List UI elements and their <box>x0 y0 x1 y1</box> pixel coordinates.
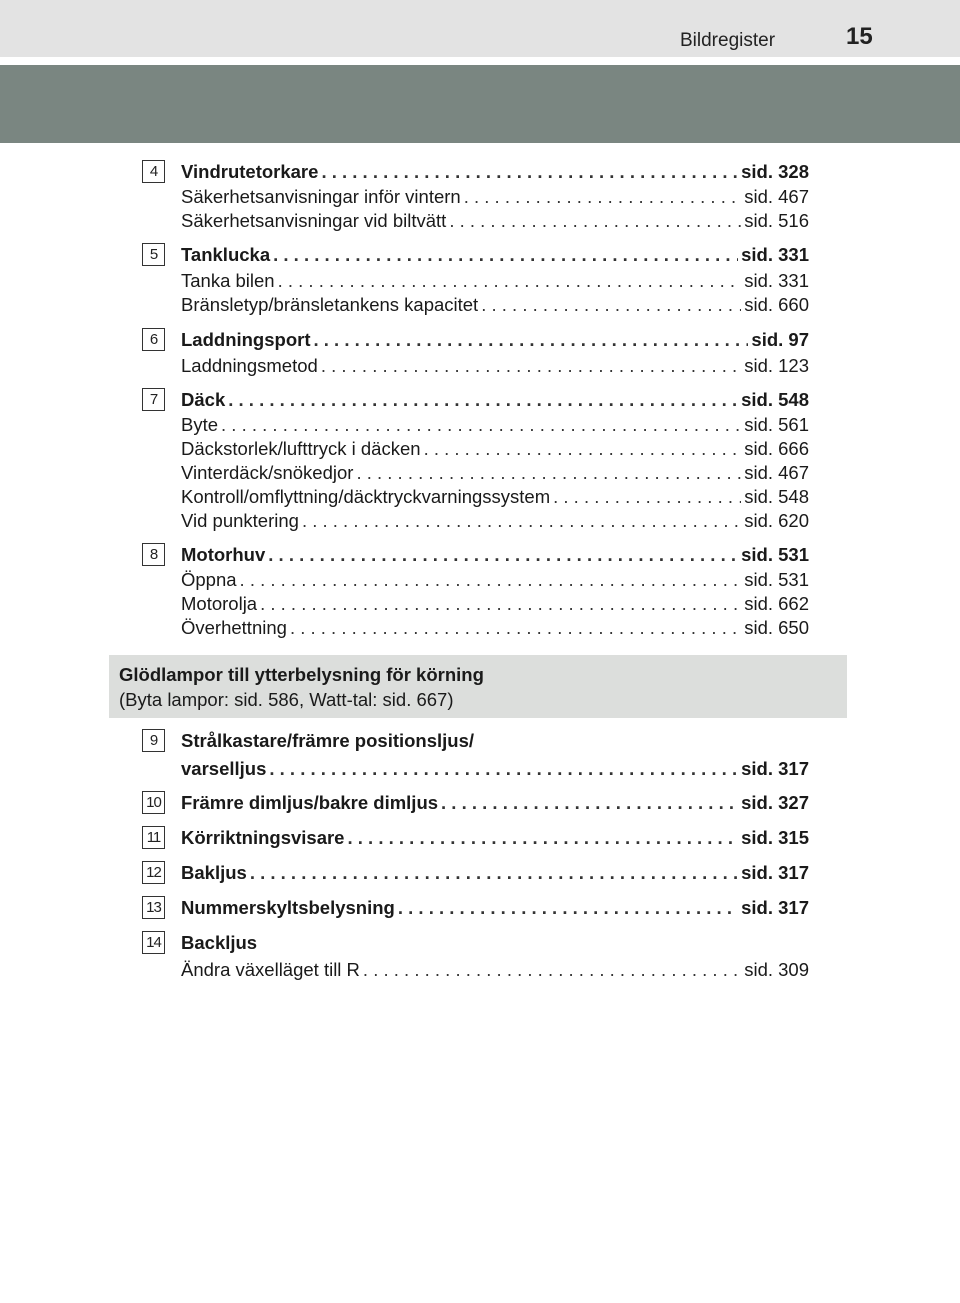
sub-entry-row <box>181 355 809 379</box>
page-reference: sid. 531 <box>741 544 809 565</box>
dot-leader <box>273 244 738 266</box>
dot-leader <box>269 758 738 780</box>
page-reference: sid. 317 <box>741 862 809 883</box>
entry-title: Laddningsmetod <box>181 355 318 376</box>
entry-title: Säkerhetsanvisningar inför vintern <box>181 186 461 207</box>
sub-entry-row <box>181 959 809 983</box>
entry-title: Laddningsport <box>181 329 311 350</box>
entry-title: Överhettning <box>181 617 287 638</box>
entry-title: Vindrutetorkare <box>181 161 319 182</box>
dot-leader <box>321 355 741 377</box>
page-reference: sid. 317 <box>741 897 809 918</box>
sub-entry-row <box>181 569 809 593</box>
page-reference: sid. 467 <box>744 462 809 483</box>
entry-title: Körriktningsvisare <box>181 827 345 848</box>
entry-title: Öppna <box>181 569 237 590</box>
dot-leader <box>278 270 742 292</box>
callout-number: 10 <box>142 791 165 814</box>
sub-entry-row <box>181 486 809 510</box>
entry-title: Främre dimljus/bakre dimljus <box>181 792 439 813</box>
main-entry-row <box>181 758 809 782</box>
callout-number: 8 <box>142 543 165 566</box>
dot-leader <box>553 486 741 508</box>
callout-number: 11 <box>142 826 165 849</box>
dot-leader <box>398 897 738 919</box>
page-reference: sid. 331 <box>744 270 809 291</box>
dot-leader <box>424 438 742 460</box>
callout-number: 4 <box>142 160 165 183</box>
sub-entry-row <box>181 414 809 438</box>
entry-title: varselljus <box>181 758 267 779</box>
dot-leader <box>260 593 741 615</box>
page-reference: sid. 548 <box>744 486 809 507</box>
entry-heading-line: Strålkastare/främre positionsljus/ <box>181 730 475 751</box>
callout-number: 7 <box>142 388 165 411</box>
page-reference: sid. 309 <box>744 959 809 980</box>
entry-title: Byte <box>181 414 219 435</box>
main-entry-row <box>181 827 809 851</box>
dot-leader <box>240 569 742 591</box>
lamp-section-heading: Glödlampor till ytterbelysning för körning <box>119 664 484 685</box>
page-reference: sid. 650 <box>744 617 809 638</box>
page-reference: sid. 666 <box>744 438 809 459</box>
page-reference: sid. 327 <box>741 792 809 813</box>
callout-number: 12 <box>142 861 165 884</box>
sub-entry-row <box>181 617 809 641</box>
sub-entry-row <box>181 438 809 462</box>
entry-title: Bakljus <box>181 862 247 883</box>
sub-entry-row <box>181 294 809 318</box>
entry-title: Vid punktering <box>181 510 299 531</box>
dot-leader <box>313 329 748 351</box>
sub-entry-row <box>181 210 809 234</box>
main-entry-row <box>181 544 809 568</box>
entry-title: Motorolja <box>181 593 258 614</box>
entry-title: Däckstorlek/lufttryck i däcken <box>181 438 421 459</box>
dot-leader <box>228 389 738 411</box>
page-reference: sid. 317 <box>741 758 809 779</box>
dot-leader <box>449 210 741 232</box>
page-reference: sid. 97 <box>751 329 809 350</box>
entry-title: Bränsletyp/bränsletankens kapacitet <box>181 294 479 315</box>
dot-leader <box>321 161 738 183</box>
main-entry-row <box>181 389 809 413</box>
lamp-section-box <box>109 655 847 718</box>
main-entry-row <box>181 329 809 353</box>
page-reference: sid. 548 <box>741 389 809 410</box>
dot-leader <box>347 827 738 849</box>
dot-leader <box>221 414 741 436</box>
dot-leader <box>441 792 738 814</box>
sub-entry-row <box>181 186 809 210</box>
main-entry-row <box>181 792 809 816</box>
entry-title: Ändra växelläget till R <box>181 959 360 980</box>
entry-title: Nummerskyltsbelysning <box>181 897 395 918</box>
page-reference: sid. 620 <box>744 510 809 531</box>
entry-title: Säkerhetsanvisningar vid biltvätt <box>181 210 447 231</box>
page-reference: sid. 516 <box>744 210 809 231</box>
page-reference: sid. 123 <box>744 355 809 376</box>
page-reference: sid. 531 <box>744 569 809 590</box>
page-number: 15 <box>846 23 873 50</box>
entry-title: Kontroll/omflyttning/däcktryckvarningssystem <box>181 486 551 507</box>
page-reference: sid. 662 <box>744 593 809 614</box>
main-entry-row <box>181 244 809 268</box>
dot-leader <box>356 462 741 484</box>
sub-entry-row <box>181 510 809 534</box>
entry-title: Vinterdäck/snökedjor <box>181 462 354 483</box>
main-entry-row <box>181 161 809 185</box>
entry-title: Motorhuv <box>181 544 266 565</box>
callout-number: 13 <box>142 896 165 919</box>
callout-number: 9 <box>142 729 165 752</box>
lamp-section-subtitle: (Byta lampor: sid. 586, Watt-tal: sid. 667) <box>119 689 454 710</box>
callout-number: 6 <box>142 328 165 351</box>
page-reference: sid. 561 <box>744 414 809 435</box>
dot-leader <box>290 617 741 639</box>
image-placeholder-band <box>0 65 960 143</box>
main-entry-row <box>181 862 809 886</box>
page-reference: sid. 328 <box>741 161 809 182</box>
dot-leader <box>481 294 741 316</box>
page-reference: sid. 315 <box>741 827 809 848</box>
entry-title: Tanklucka <box>181 244 271 265</box>
callout-number: 14 <box>142 931 165 954</box>
entry-title: Tanka bilen <box>181 270 275 291</box>
page-header <box>0 0 960 57</box>
section-title: Bildregister <box>680 30 776 51</box>
dot-leader <box>268 544 738 566</box>
main-entry-row <box>181 897 809 921</box>
sub-entry-row <box>181 462 809 486</box>
dot-leader <box>363 959 741 981</box>
entry-title: Däck <box>181 389 226 410</box>
sub-entry-row <box>181 270 809 294</box>
dot-leader <box>250 862 738 884</box>
dot-leader <box>464 186 741 208</box>
page-reference: sid. 660 <box>744 294 809 315</box>
page-reference: sid. 331 <box>741 244 809 265</box>
dot-leader <box>302 510 741 532</box>
entry-heading-line: Backljus <box>181 932 258 953</box>
sub-entry-row <box>181 593 809 617</box>
callout-number: 5 <box>142 243 165 266</box>
page-reference: sid. 467 <box>744 186 809 207</box>
